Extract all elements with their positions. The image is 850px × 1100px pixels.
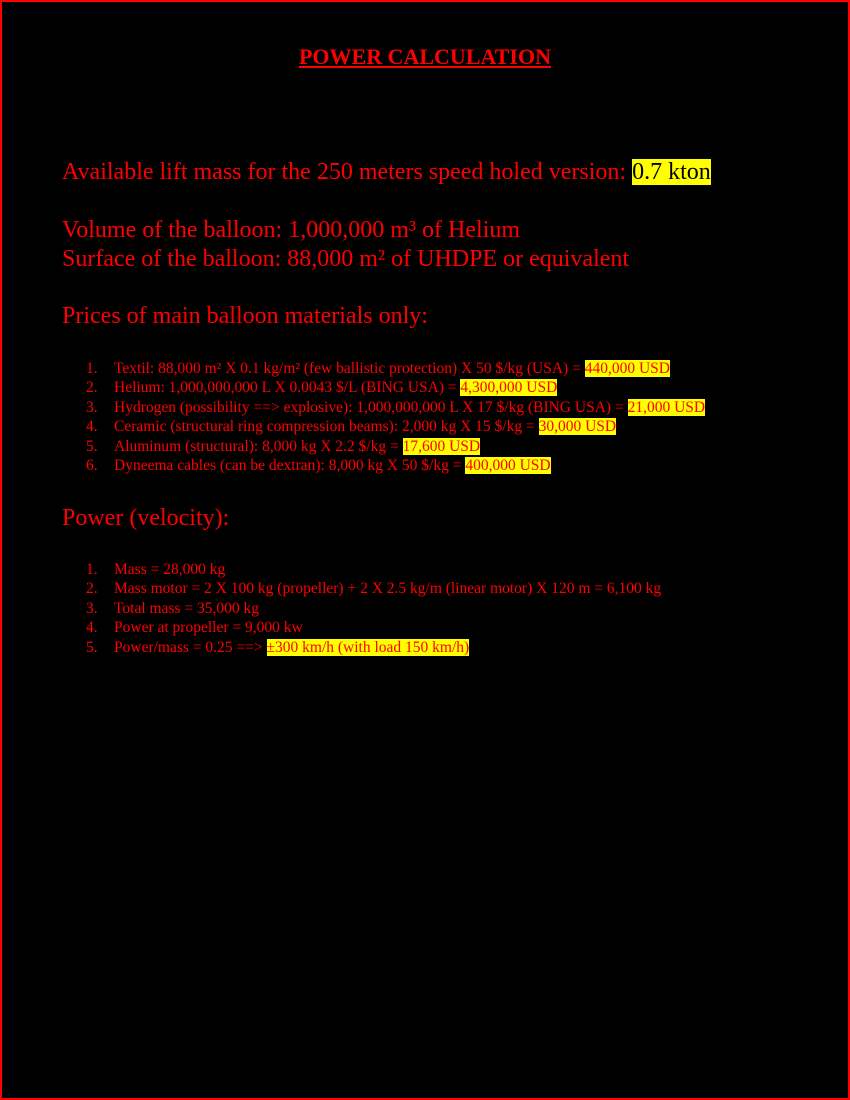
list-item-text: Ceramic (structural ring compression beams): 2,000 kg X 15 $/kg = — [114, 418, 539, 436]
list-item — [114, 618, 661, 637]
price-value: 30,000 USD — [538, 418, 617, 436]
list-item-text: Hydrogen (possibility ==> explosive): 1,000,000,000 L X 17 $/kg (BING USA) = — [114, 398, 628, 416]
price-value: 4,300,000 USD — [460, 379, 558, 397]
list-item-text: Helium: 1,000,000,000 L X 0.0043 $/L (BING USA) = — [114, 379, 461, 397]
list-item — [114, 579, 661, 598]
prices-list — [62, 359, 705, 475]
list-item — [114, 599, 661, 618]
list-item-text: Aluminum (structural): 8,000 kg X 2.2 $/kg = — [114, 437, 403, 455]
power-list — [62, 560, 661, 657]
price-value: 440,000 USD — [584, 360, 670, 377]
power-heading: Power (velocity): — [62, 505, 230, 531]
balloon-surface-line: Surface of the balloon: 88,000 m² of UHDPE or equivalent — [62, 246, 630, 272]
velocity-value: ±300 km/h (with load 150 km/h) — [266, 638, 470, 656]
lift-mass-label: Available lift mass for the 250 meters speed holed version: — [62, 159, 633, 185]
list-item — [114, 437, 705, 456]
page-title: POWER CALCULATION — [298, 44, 551, 69]
list-item — [114, 378, 705, 397]
list-item-text: Power/mass = 0.25 ==> — [114, 638, 267, 656]
list-item-text: Mass motor = 2 X 100 kg (propeller) + 2 X 2.5 kg/m (linear motor) X 120 m = 6,100 kg — [114, 580, 662, 598]
list-item — [114, 417, 705, 436]
list-item — [114, 638, 661, 657]
list-item — [114, 398, 705, 417]
list-item-text: Power at propeller = 9,000 kw — [114, 619, 303, 637]
price-value: 17,600 USD — [402, 437, 481, 455]
price-value: 400,000 USD — [465, 457, 551, 475]
lift-mass-line — [62, 158, 711, 186]
list-item-text: Textil: 88,000 m² X 0.1 kg/m² (few ballistic protection) X 50 $/kg (USA) = — [114, 360, 585, 377]
list-item — [114, 359, 705, 378]
balloon-volume-line: Volume of the balloon: 1,000,000 m³ of Helium — [62, 217, 521, 243]
list-item-text: Dyneema cables (can be dextran): 8,000 kg X 50 $/kg = — [114, 457, 466, 475]
price-value: 21,000 USD — [627, 398, 706, 416]
list-item — [114, 456, 705, 475]
list-item — [114, 560, 661, 579]
list-item-text: Mass = 28,000 kg — [114, 561, 226, 578]
lift-mass-value: 0.7 kton — [632, 159, 711, 185]
prices-heading: Prices of main balloon materials only: — [62, 303, 428, 329]
list-item-text: Total mass = 35,000 kg — [114, 599, 259, 617]
